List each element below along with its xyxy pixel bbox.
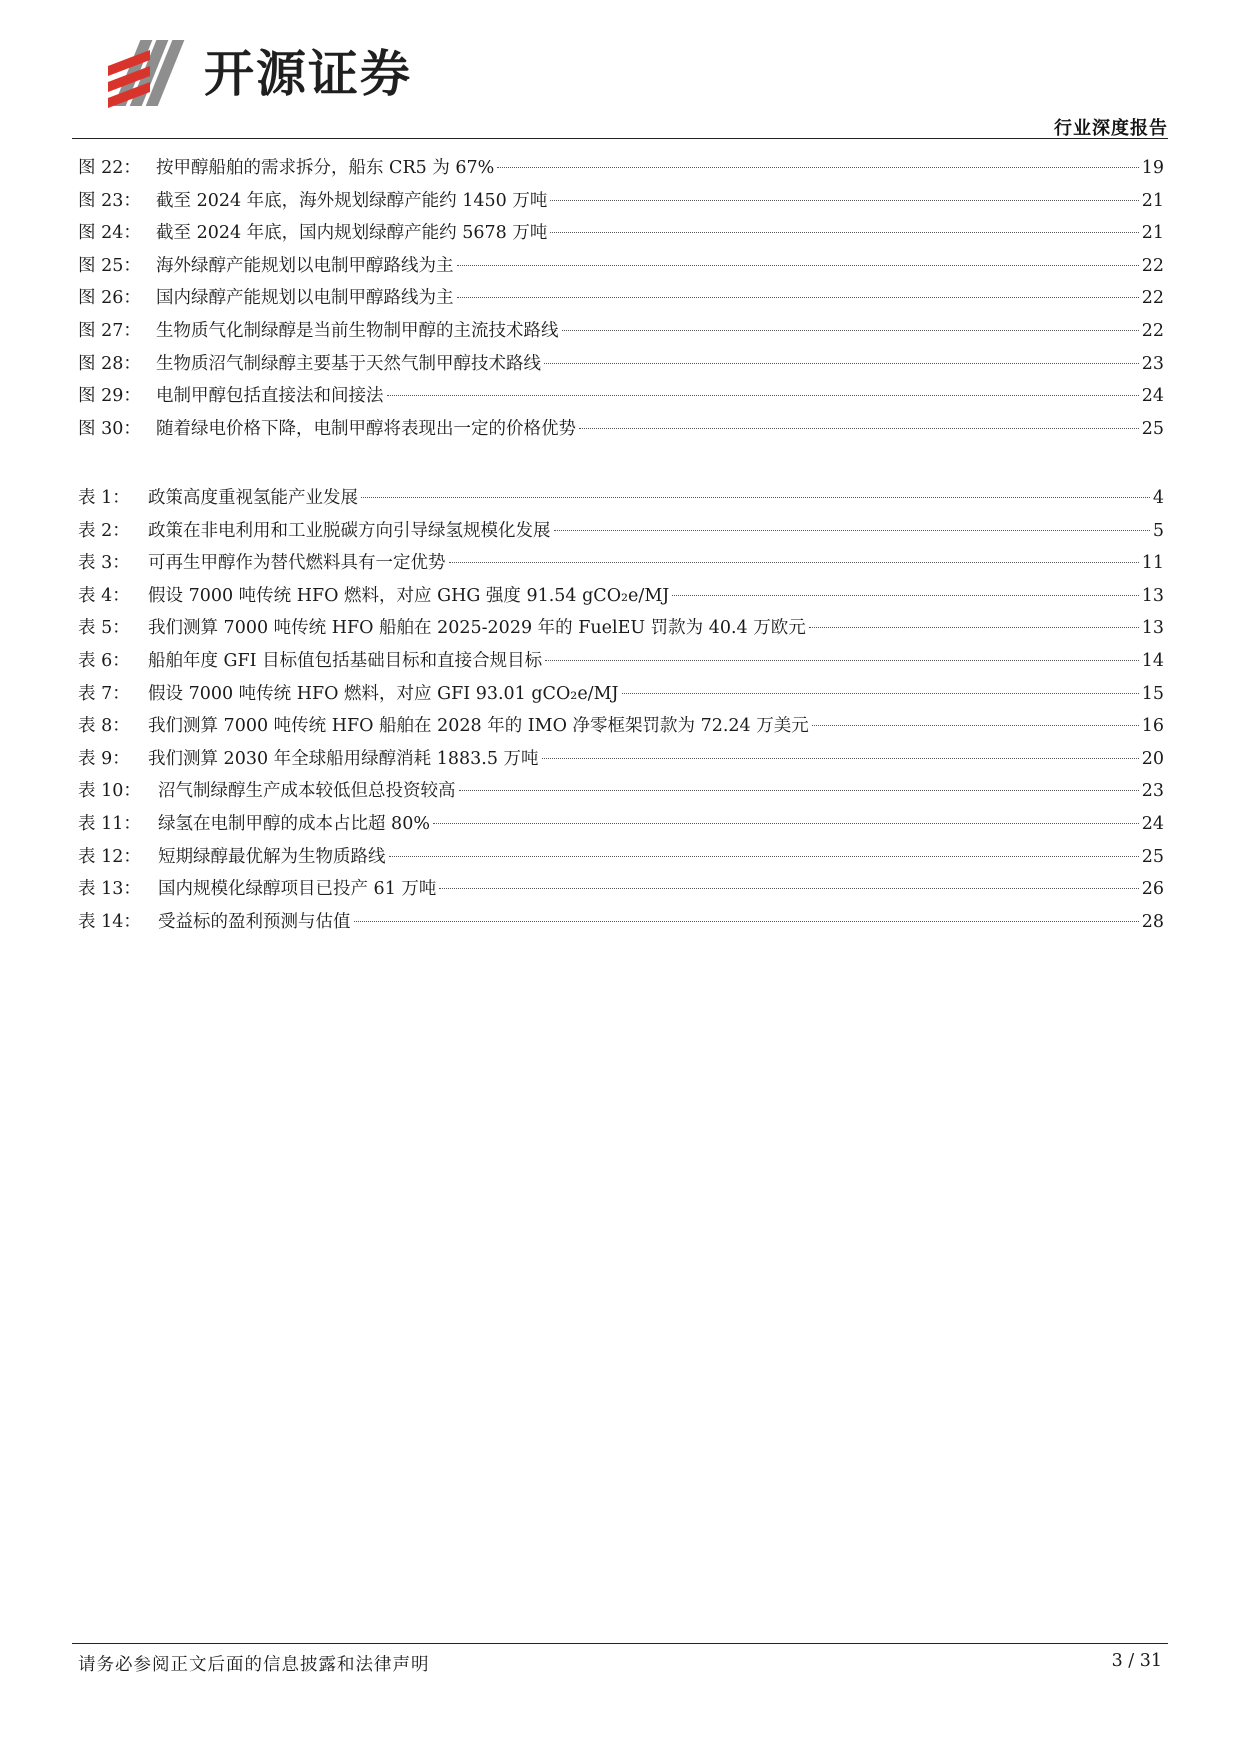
figure-entry[interactable]	[78, 348, 1164, 381]
table-entry-title: 我们测算 7000 吨传统 HFO 船舶在 2025-2029 年的 FuelEU 罚款为 40.4 万欧元	[148, 618, 806, 639]
dot-leader	[579, 428, 1139, 429]
dot-leader	[812, 725, 1139, 726]
brand-logo-icon	[104, 36, 190, 112]
table-entry-title: 受益标的盈利预测与估值	[158, 911, 351, 932]
figure-entry-page: 19	[1141, 158, 1164, 178]
table-entry-label: 表 13：	[78, 879, 141, 900]
figure-entry-label: 图 24：	[78, 223, 141, 244]
table-entry-page: 5	[1152, 520, 1164, 541]
figure-entry-page: 22	[1141, 288, 1164, 309]
dot-leader	[550, 200, 1138, 201]
table-entry[interactable]	[78, 645, 1164, 678]
table-entry-title: 可再生甲醇作为替代燃料具有一定优势	[148, 553, 446, 574]
table-entry[interactable]	[78, 710, 1164, 743]
figure-entry-label: 图 30：	[78, 418, 141, 439]
figure-entry-page: 21	[1141, 223, 1164, 244]
figure-entry[interactable]	[78, 217, 1164, 250]
table-entry-page: 16	[1141, 716, 1164, 737]
table-entry-label: 表 3：	[78, 553, 130, 574]
dot-leader	[387, 395, 1139, 396]
table-entry[interactable]	[78, 775, 1164, 808]
dot-leader	[457, 265, 1139, 266]
table-entry-page: 25	[1141, 846, 1164, 867]
table-entry-label: 表 8：	[78, 716, 130, 737]
dot-leader	[439, 888, 1138, 889]
figure-entry-title: 按甲醇船舶的需求拆分，船东 CR5 为 67%	[156, 158, 495, 178]
table-entry-page: 26	[1141, 879, 1164, 900]
table-entry[interactable]	[78, 482, 1164, 515]
figure-entry[interactable]	[78, 315, 1164, 348]
figure-entry-label: 图 26：	[78, 288, 141, 309]
table-entry-page: 20	[1141, 748, 1164, 769]
dot-leader	[497, 167, 1138, 168]
figure-index	[78, 152, 1164, 445]
figure-entry-title: 电制甲醇包括直接法和间接法	[156, 386, 384, 407]
table-entry-title: 船舶年度 GFI 目标值包括基础目标和直接合规目标	[148, 650, 543, 671]
figure-entry-label: 图 29：	[78, 386, 141, 407]
table-entry-title: 短期绿醇最优解为生物质路线	[158, 846, 386, 867]
table-entry-page: 23	[1141, 781, 1164, 802]
table-entry-page: 14	[1141, 650, 1164, 671]
table-entry-label: 表 4：	[78, 585, 130, 606]
footer-disclaimer: 请务必参阅正文后面的信息披露和法律声明	[78, 1655, 430, 1675]
table-entry[interactable]	[78, 906, 1164, 939]
figure-entry-page: 21	[1141, 190, 1164, 211]
figure-entry-label: 图 25：	[78, 255, 141, 276]
table-entry-title: 国内规模化绿醇项目已投产 61 万吨	[158, 879, 437, 900]
figure-entry-label: 图 28：	[78, 353, 141, 374]
table-entry[interactable]	[78, 515, 1164, 548]
table-entry-label: 表 10：	[78, 781, 141, 802]
dot-leader	[622, 693, 1139, 694]
table-entry-page: 11	[1141, 553, 1164, 574]
table-entry-title: 绿氢在电制甲醇的成本占比超 80%	[158, 813, 430, 834]
brand-logo	[104, 36, 412, 112]
figure-entry-title: 随着绿电价格下降，电制甲醇将表现出一定的价格优势	[156, 418, 576, 439]
table-entry-page: 15	[1141, 683, 1164, 704]
table-entry[interactable]	[78, 841, 1164, 874]
table-entry[interactable]	[78, 580, 1164, 613]
page-number: 3 / 31	[1111, 1651, 1162, 1671]
report-type-label: 行业深度报告	[1054, 118, 1168, 139]
footer-divider	[72, 1643, 1168, 1644]
figure-entry-page: 22	[1141, 255, 1164, 276]
dot-leader	[550, 232, 1138, 233]
figure-entry-label: 图 22：	[78, 158, 141, 178]
table-entry-label: 表 7：	[78, 683, 130, 704]
dot-leader	[809, 627, 1139, 628]
figure-entry[interactable]	[78, 282, 1164, 315]
dot-leader	[554, 530, 1150, 531]
figure-entry-label: 图 23：	[78, 190, 141, 211]
table-entry-page: 24	[1141, 813, 1164, 834]
table-entry-title: 政策高度重视氢能产业发展	[148, 488, 358, 508]
table-entry-label: 表 12：	[78, 846, 141, 867]
figure-entry[interactable]	[78, 152, 1164, 185]
table-entry-label: 表 1：	[78, 488, 130, 508]
figure-entry-title: 截至 2024 年底，海外规划绿醇产能约 1450 万吨	[156, 190, 548, 211]
dot-leader	[562, 330, 1139, 331]
table-entry-title: 我们测算 7000 吨传统 HFO 船舶在 2028 年的 IMO 净零框架罚款为 72.24 万美元	[148, 716, 809, 737]
table-entry-title: 政策在非电利用和工业脱碳方向引导绿氢规模化发展	[148, 520, 551, 541]
table-entry-page: 28	[1141, 911, 1164, 932]
dot-leader	[433, 823, 1139, 824]
table-entry-title: 我们测算 2030 年全球船用绿醇消耗 1883.5 万吨	[148, 748, 539, 769]
figure-entry[interactable]	[78, 250, 1164, 283]
table-entry[interactable]	[78, 547, 1164, 580]
table-entry[interactable]	[78, 743, 1164, 776]
dot-leader	[544, 363, 1139, 364]
dot-leader	[389, 856, 1139, 857]
table-entry-title: 假设 7000 吨传统 HFO 燃料，对应 GHG 强度 91.54 gCO₂e/MJ	[148, 585, 670, 606]
table-entry[interactable]	[78, 612, 1164, 645]
table-index	[78, 482, 1164, 938]
figure-entry-title: 截至 2024 年底，国内规划绿醇产能约 5678 万吨	[156, 223, 548, 244]
figure-entry[interactable]	[78, 413, 1164, 446]
table-entry-page: 13	[1141, 618, 1164, 639]
table-entry-label: 表 11：	[78, 813, 141, 834]
figure-entry-page: 24	[1141, 386, 1164, 407]
table-entry-label: 表 2：	[78, 520, 130, 541]
dot-leader	[361, 497, 1150, 498]
table-entry-label: 表 5：	[78, 618, 130, 639]
dot-leader	[542, 758, 1139, 759]
table-entry-title: 沼气制绿醇生产成本较低但总投资较高	[158, 781, 456, 802]
table-entry-page: 13	[1141, 585, 1164, 606]
dot-leader	[459, 790, 1139, 791]
figure-entry-title: 生物质沼气制绿醇主要基于天然气制甲醇技术路线	[156, 353, 541, 374]
table-entry-label: 表 9：	[78, 748, 130, 769]
figure-entry-page: 23	[1141, 353, 1164, 374]
figure-entry-label: 图 27：	[78, 320, 141, 341]
figure-entry-title: 生物质气化制绿醇是当前生物制甲醇的主流技术路线	[156, 320, 559, 341]
figure-entry-title: 国内绿醇产能规划以电制甲醇路线为主	[156, 288, 454, 309]
dot-leader	[354, 921, 1139, 922]
brand-name: 开源证券	[204, 45, 412, 103]
dot-leader	[672, 595, 1138, 596]
figure-entry-page: 22	[1141, 320, 1164, 341]
table-entry-title: 假设 7000 吨传统 HFO 燃料，对应 GFI 93.01 gCO₂e/MJ	[148, 683, 619, 704]
dot-leader	[449, 562, 1139, 563]
figure-entry[interactable]	[78, 380, 1164, 413]
dot-leader	[545, 660, 1139, 661]
table-entry-label: 表 6：	[78, 650, 130, 671]
table-entry-label: 表 14：	[78, 911, 141, 932]
figure-entry-title: 海外绿醇产能规划以电制甲醇路线为主	[156, 255, 454, 276]
figure-entry[interactable]	[78, 185, 1164, 218]
header-divider	[72, 138, 1168, 139]
table-entry[interactable]	[78, 678, 1164, 711]
dot-leader	[457, 297, 1139, 298]
figure-entry-page: 25	[1141, 418, 1164, 439]
table-entry-page: 4	[1152, 488, 1164, 508]
table-entry[interactable]	[78, 808, 1164, 841]
table-entry[interactable]	[78, 873, 1164, 906]
